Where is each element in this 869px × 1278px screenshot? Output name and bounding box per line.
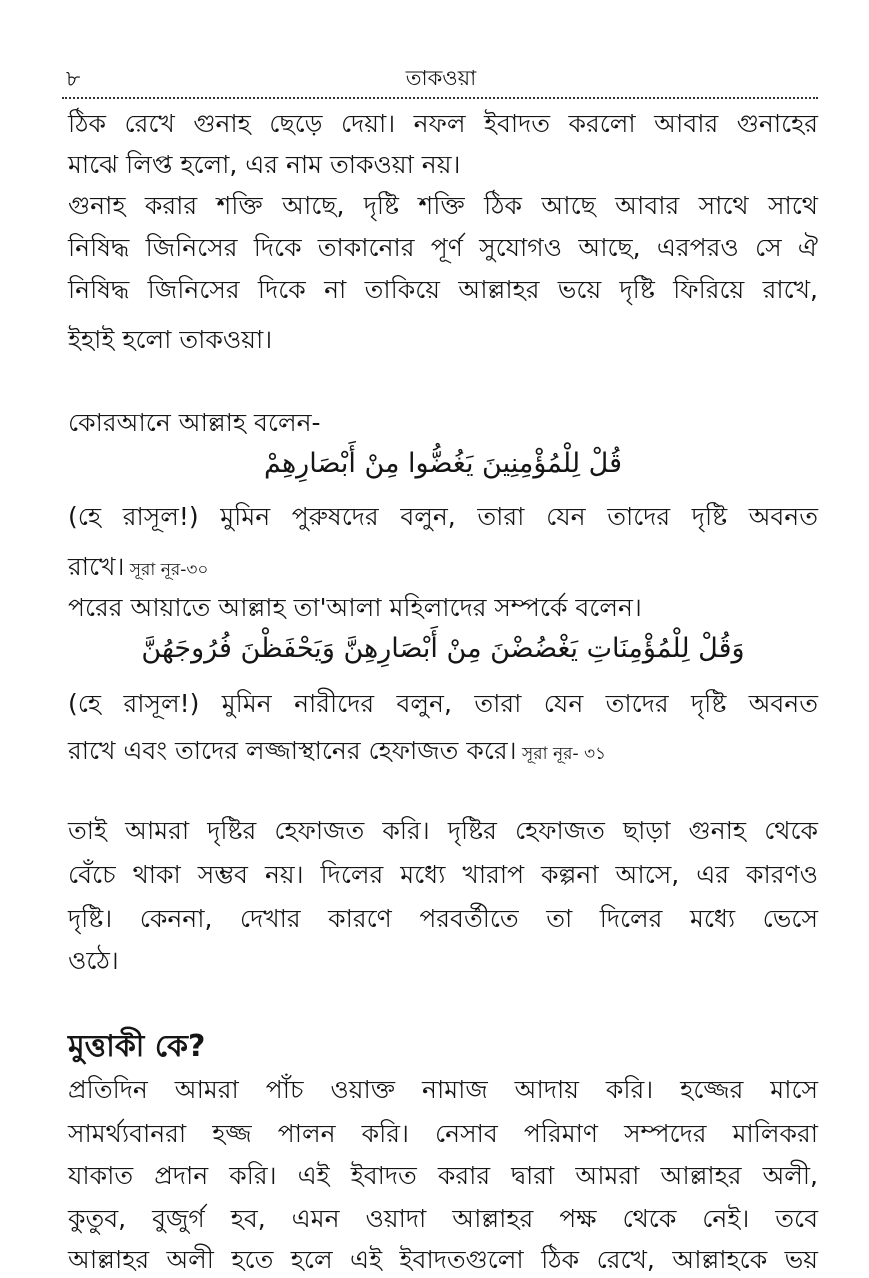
- surah-citation: সূরা নূর- ৩১: [516, 744, 607, 764]
- text-line: (হে রাসূল!) মুমিন নারীদের বলুন, তারা যেন তাদের দৃষ্টি অবনত: [68, 689, 818, 718]
- page-number: ৮: [66, 67, 81, 92]
- text-line: (হে রাসূল!) মুমিন পুরুষদের বলুন, তারা যেন তাদের দৃষ্টি অবনত: [68, 502, 818, 531]
- header-dotted-rule: [62, 97, 818, 99]
- text-line: আল্লাহর অলী হতে হলে এই ইবাদতগুলো ঠিক রেখে, আল্লাহকে ভয়: [68, 1245, 818, 1274]
- section-heading: মুত্তাকী কে?: [68, 1029, 206, 1064]
- text-line: গুনাহ করার শক্তি আছে, দৃষ্টি শক্তি ঠিক আছে আবার সাথে সাথে: [68, 191, 818, 220]
- text-line: নিষিদ্ধ জিনিসের দিকে না তাকিয়ে আল্লাহর ভয়ে দৃষ্টি ফিরিয়ে রাখে,: [68, 275, 818, 304]
- text-line: দৃষ্টি। কেননা, দেখার কারণে পরবর্তীতে তা দিলের মধ্যে ভেসে: [68, 904, 818, 933]
- text-line: প্রতিদিন আমরা পাঁচ ওয়াক্ত নামাজ আদায় করি। হজ্জের মাসে: [68, 1075, 818, 1104]
- text-line: তাই আমরা দৃষ্টির হেফাজত করি। দৃষ্টির হেফাজত ছাড়া গুনাহ থেকে: [68, 816, 818, 845]
- text-line: সামর্থ্যবানরা হজ্জ পালন করি। নেসাব পরিমাণ সম্পদের মালিকরা: [68, 1119, 818, 1148]
- arabic-verse: وَقُلْ لِلْمُؤْمِنَاتِ يَغْضُضْنَ مِنْ أَبْصَارِهِنَّ وَيَحْفَظْنَ فُرُوجَهُنَّ: [141, 633, 745, 664]
- running-title: তাকওয়া: [405, 66, 477, 90]
- surah-citation: সূরা নূর-৩০: [124, 560, 209, 580]
- text-line: বেঁচে থাকা সম্ভব নয়। দিলের মধ্যে খারাপ কল্পনা আসে, এর কারণও: [68, 860, 818, 889]
- text-line: যাকাত প্রদান করি। এই ইবাদত করার দ্বারা আমরা আল্লাহর অলী,: [68, 1161, 818, 1190]
- text-line-with-citation: [68, 549, 818, 588]
- text-line: নিষিদ্ধ জিনিসের দিকে তাকানোর পূর্ণ সুযোগও আছে, এরপরও সে ঐ: [68, 233, 818, 262]
- arabic-verse: قُلْ لِلْمُؤْمِنِينَ يَغُضُّوا مِنْ أَبْصَارِهِمْ: [263, 448, 623, 479]
- text-line: ইহাই হলো তাকওয়া।: [68, 325, 273, 354]
- text-fragment: রাখে।: [68, 552, 125, 581]
- text-line: ঠিক রেখে গুনাহ ছেড়ে দেয়া। নফল ইবাদত করলো আবার গুনাহের: [68, 109, 818, 138]
- page-header: [66, 62, 816, 96]
- text-line-with-citation: [68, 733, 818, 772]
- text-line: ওঠে।: [68, 946, 119, 975]
- text-fragment: রাখে এবং তাদের লজ্জাস্থানের হেফাজত করে।: [68, 736, 517, 765]
- text-line: পরের আয়াতে আল্লাহ তা'আলা মহিলাদের সম্পর্কে বলেন।: [68, 593, 642, 622]
- text-line: কোরআনে আল্লাহ বলেন-: [68, 408, 321, 437]
- text-line: কুতুব, বুজুর্গ হব, এমন ওয়াদা আল্লাহর পক্ষ থেকে নেই। তবে: [68, 1204, 818, 1233]
- text-line: মাঝে লিপ্ত হলো, এর নাম তাকওয়া নয়।: [68, 150, 461, 179]
